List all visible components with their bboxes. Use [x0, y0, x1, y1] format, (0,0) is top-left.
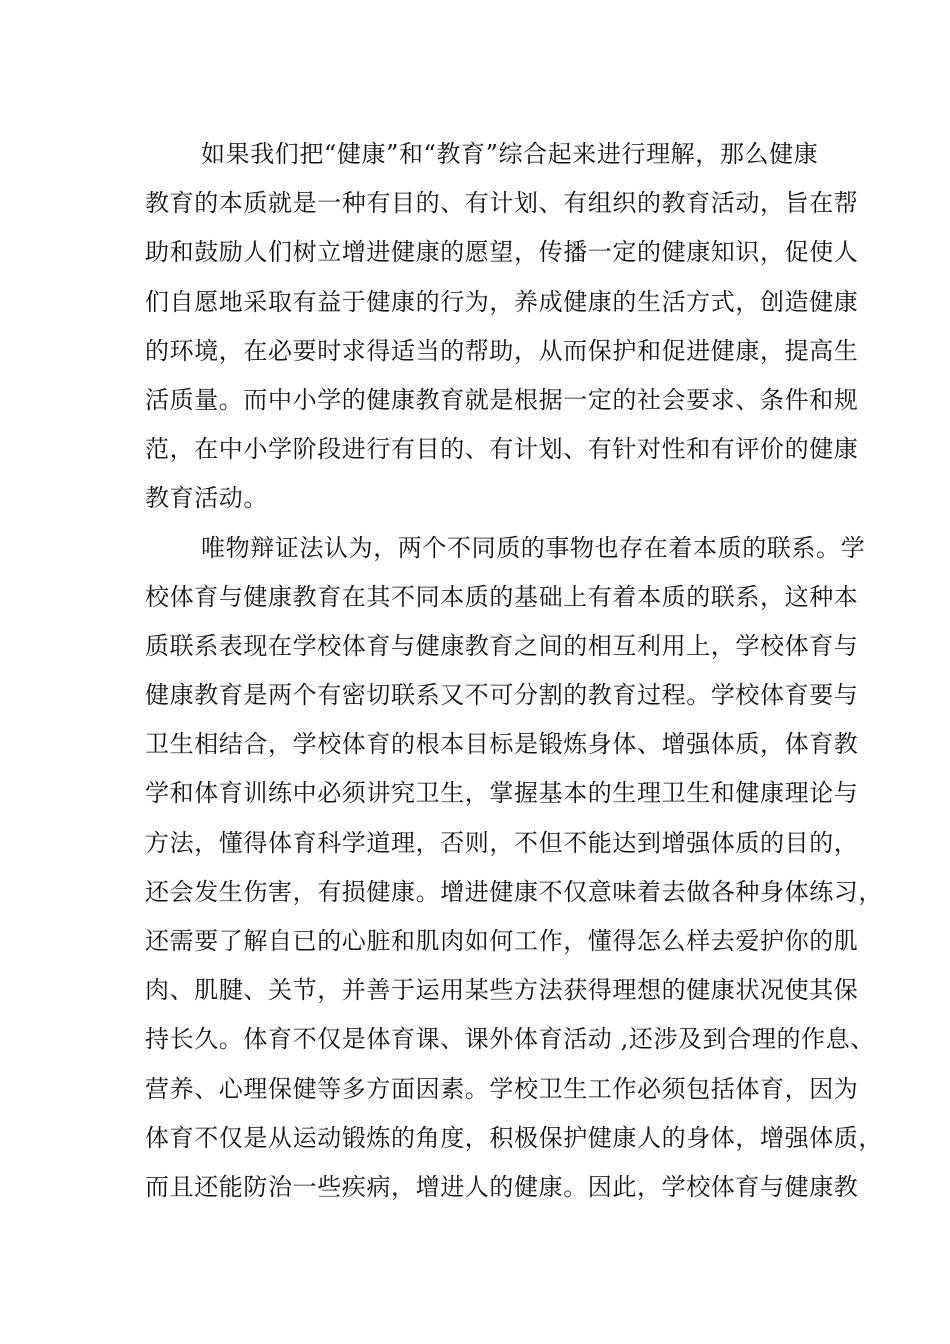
- paragraph-line: 健康教育是两个有密切联系又不可分割的教育过程。学校体育要与: [145, 681, 859, 710]
- paragraph-line: 体育不仅是从运动锻炼的角度，积极保护健康人的身体，增强体质，: [145, 1123, 883, 1152]
- paragraph-line: 校体育与健康教育在其不同本质的基础上有着本质的联系，这种本: [145, 582, 859, 611]
- paragraph-line: 的环境，在必要时求得适当的帮助，从而保护和促进健康，提高生: [145, 336, 859, 365]
- paragraph-line: 助和鼓励人们树立增进健康的愿望，传播一定的健康知识，促使人: [145, 238, 859, 267]
- paragraph-line: 还需要了解自已的心脏和肌肉如何工作，懂得怎么样去爱护你的肌: [145, 927, 859, 955]
- paragraph-line: 营养、心理保健等多方面因素。学校卫生工作必须包括体育，因为: [145, 1074, 859, 1103]
- paragraph-line: 而且还能防治一些疾病，增进人的健康。因此，学校体育与健康教: [145, 1172, 859, 1201]
- paragraph-line: 方法，懂得体育科学道理，否则，不但不能达到增强体质的目的，: [145, 828, 859, 857]
- paragraph-line: 肉、肌腱、关节，并善于运用某些方法获得理想的健康状况使其保: [145, 976, 859, 1005]
- paragraph-line: 活质量。而中小学的健康教育就是根据一定的社会要求、条件和规: [145, 385, 859, 414]
- paragraph-line: 教育的本质就是一种有目的、有计划、有组织的教育活动，旨在帮: [145, 189, 859, 218]
- paragraph-line: 如果我们把“健康”和“教育”综合起来进行理解，那么健康: [201, 140, 819, 168]
- paragraph-line: 唯物辩证法认为，两个不同质的事物也存在着本质的联系。学: [201, 533, 866, 562]
- body-text: [145, 130, 883, 1212]
- paragraph-1: [145, 130, 859, 524]
- paragraph-line: 还会发生伤害，有损健康。增进健康不仅意味着去做各种身体练习，: [145, 877, 883, 906]
- paragraph-line: 质联系表现在学校体育与健康教育之间的相互利用上，学校体育与: [145, 631, 859, 660]
- paragraph-line: 学和体育训练中必须讲究卫生，掌握基本的生理卫生和健康理论与: [145, 779, 859, 808]
- paragraph-2: [145, 524, 883, 1213]
- paragraph-line: 卫生相结合，学校体育的根本目标是锻炼身体、增强体质，体育教: [145, 730, 859, 759]
- paragraph-line: 教育活动。: [145, 484, 268, 513]
- paragraph-line: 持长久。体育不仅是体育课、课外体育活动 ,还涉及到合理的作息、: [145, 1025, 875, 1054]
- paragraph-line: 范，在中小学阶段进行有目的、有计划、有针对性和有评价的健康: [145, 435, 859, 464]
- paragraph-line: 们自愿地采取有益于健康的行为，养成健康的生活方式，创造健康: [145, 287, 859, 316]
